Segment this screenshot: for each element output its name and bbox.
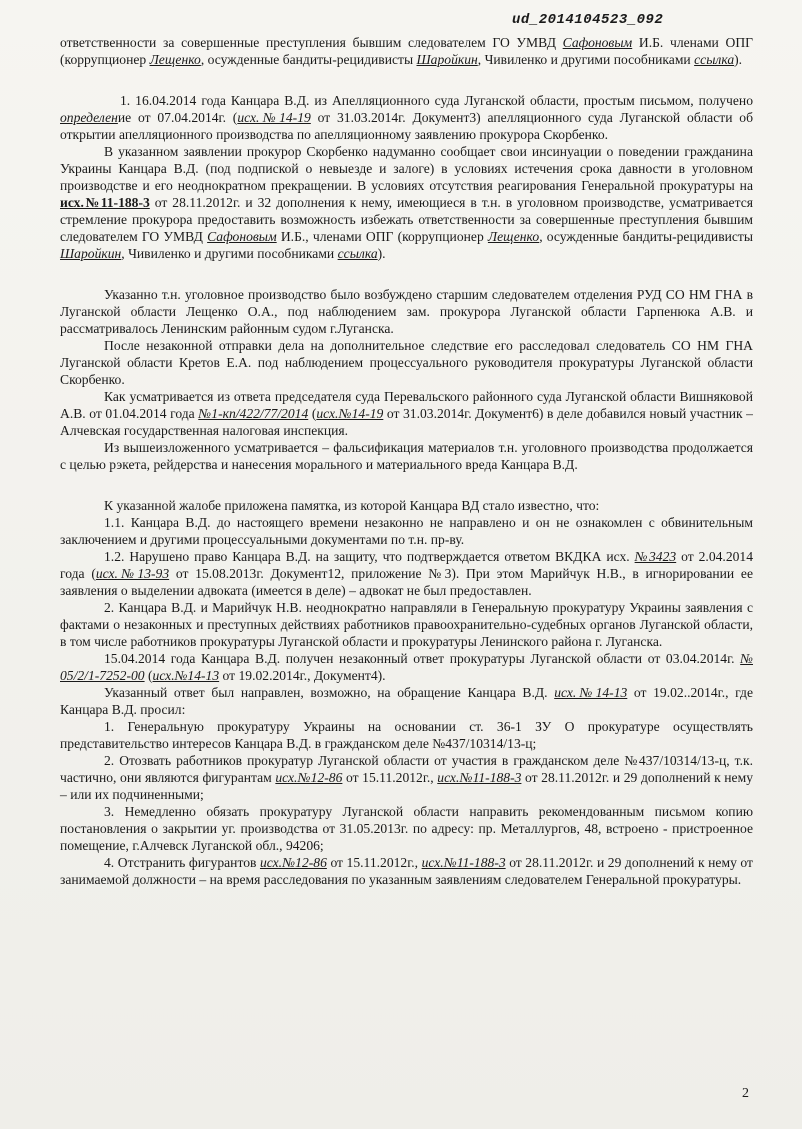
paragraph-answer-sent (60, 684, 753, 718)
underlined-ref: №1-кп/422/77/2014 (198, 406, 309, 421)
paragraph-item-1-1: 1.1. Канцара В.Д. до настоящего времени незаконно не направлено и он не ознакомлен с обвинительным заключением и другими процессуальными документами по т.н. пр-ву. (60, 515, 753, 547)
underlined-name: Шаройкин (416, 52, 478, 67)
text: , осужденные бандиты-рецидивисты (539, 229, 754, 244)
underlined-ref: исх.№14-19 (237, 110, 311, 125)
bold-underlined-ref: исх.№11-188-3 (60, 195, 150, 210)
text: от 19.02..2014г., где Канцара В.Д. просил: (60, 685, 754, 717)
request-item-2 (60, 752, 753, 803)
text: 2. Отозвать работников прокуратур Луганской области от участия в гражданском деле №437/10314/13-ц, т.к. частично, они являются фигурантам (60, 753, 753, 785)
text: ие от 07.04.2014г. ( (117, 110, 238, 125)
text: от 28.11.2012г. и 29 дополнений к нему от занимаемой должности – на время расследования по указанным заявлениям следователем Генеральной прокуратуры. (60, 855, 753, 887)
underlined-ref: исх.№12-86 (275, 770, 343, 785)
underlined-ref: исх.№11-188-3 (421, 855, 506, 870)
text: 15.04.2014 года Канцара В.Д. получен незаконный ответ прокуратуры Луганской области от 03.04.2014г. (104, 651, 741, 666)
underlined-ref: № 05/2/1-7252-00 (60, 651, 753, 683)
text: от 28.11.2012г. и 29 дополнений к нему – или их подчиненными; (60, 770, 753, 802)
paragraph-memo-intro: К указанной жалобе приложена памятка, из которой Канцара ВД стало известно, что: (104, 498, 600, 513)
text: ( (308, 406, 317, 421)
text: от 28.11.2012г. и 32 дополнения к нему, имеющиеся в т.н. в уголовном производстве, усматривается стремление прокурора предоставить возможность избежать ответственности за совершенные преступления бывшим следователем ГО УМВД (60, 195, 753, 244)
text: 4. Отстранить фигурантов (104, 855, 260, 870)
paragraph-item-1 (60, 92, 753, 143)
text: В указанном заявлении прокурор Скорбенко надуманно сообщает свои инсинуации о поведении гражданина Украины Канцара В.Д. (под подпиской о невыезде и залоге) в условиях истечения срока давности в уголовном производстве и его неоднократном прекращении. В условиях отсутствия реагирования Генеральной прокуратуры на (60, 144, 753, 193)
paragraph-item-1-2 (60, 548, 753, 599)
text: от 15.11.2012г., (342, 770, 438, 785)
request-item-3: 3. Немедленно обязать прокуратуру Луганской области направить рекомендованным письмом копию постановления о закрытии уг. производства от 31.05.2013г. по адресу: пр. Металлургов, 48, встроено - пристроенное помещение, г.Алчевск Луганской обл., 94206; (60, 804, 753, 853)
text: ( (144, 668, 153, 683)
underlined-name: Лещенко (149, 52, 201, 67)
request-item-1: 1. Генеральную прокуратуру Украины на основании ст. 36-1 ЗУ О прокуратуре осуществлять представительство интересов Канцара В.Д. в гражданском деле №437/10314/13-ц; (60, 719, 753, 751)
paragraph-item-2: 2. Канцара В.Д. и Марийчук Н.В. неоднократно направляли в Генеральную прокуратуру Украины заявления с фактами о незаконных и преступных действиях работников правоохранительно-судебных органов Луганской области, в том числе работников прокуратуры Луганской области и прокуратуры Ленинского района г. Луганска. (60, 600, 753, 649)
text: от 19.02.2014г., Документ4). (219, 668, 386, 683)
underlined-name: Шаройкин (60, 246, 122, 261)
underlined-name: Сафоновым (562, 35, 633, 50)
underlined-link: ссылка (694, 52, 735, 67)
text: от 2.04.2014 года ( (60, 549, 754, 581)
text: 1. 16.04.2014 года Канцара В.Д. из Апелляционного суда Луганской области, простым письмом, получено (120, 93, 753, 108)
paragraph-answer-received (60, 650, 753, 684)
text: от 31.03.2014г. Документ3) апелляционного суда Луганской области об открытии апелляционного производства по апелляционному заявлению прокурора Скорбенко. (60, 110, 753, 142)
text: Как усматривается из ответа председателя суда Перевальского районного суда Луганской области Вишняковой А.В. от 01.04.2014 года (60, 389, 753, 421)
paragraph-investigation: После незаконной отправки дела на дополнительное следствие его расследовал следователь СО НМ ГНА Луганской области Кретов Е.А. под наблюдением процессуального руководителя прокуратуры Луганской области Скорбенко. (60, 338, 753, 387)
underlined-ref: определен (60, 110, 118, 125)
text: , осужденные бандиты-рецидивисты (200, 52, 417, 67)
document-id: ud_2014104523_092 (512, 12, 664, 28)
underlined-name: Сафоновым (207, 229, 277, 244)
text: ответственности за совершенные преступления бывшим следователем ГО УМВД (60, 35, 563, 50)
underlined-ref: исх.№12-86 (259, 855, 327, 870)
underlined-ref: исх.№11-188-3 (437, 770, 522, 785)
underlined-name: Лещенко (487, 229, 540, 244)
text: ). (377, 246, 386, 261)
text: 1.2. Нарушено право Канцара В.Д. на защиту, что подтверждается ответом ВКДКА исх. (104, 549, 635, 564)
text: Указанный ответ был направлен, возможно, на обращение Канцара В.Д. (104, 685, 555, 700)
request-item-4 (60, 854, 753, 888)
document-body (60, 34, 753, 888)
text: И.Б. членами ОПГ (коррупционер (60, 35, 753, 67)
text: от 15.08.2013г. Документ12, приложение №3). При этом Марийчук Н.В., в игнорировании ее заявления о выделении адвоката (имеется в деле) – адвокат не был предоставлен. (60, 566, 753, 598)
text: ). (734, 52, 743, 67)
underlined-ref: исх.№14-13 (152, 668, 220, 683)
text: , Чивиленко и другими пособниками (121, 246, 338, 261)
text: , Чивиленко и другими пособниками (477, 52, 695, 67)
underlined-ref: исх.№14-13 (554, 685, 628, 700)
page-number: 2 (742, 1086, 749, 1101)
paragraph-conclusion: Из вышеизложенного усматривается – фальсификация материалов т.н. уголовного производства продолжается с целью рэкета, рейдерства и нанесения морального и материального вреда Канцара В.Д. (60, 440, 753, 472)
text: от 31.03.2014г. Документ6) в деле добавился новый участник – Алчевская государственная налоговая инспекция. (60, 406, 753, 438)
text: И.Б., членами ОПГ (коррупционер (276, 229, 488, 244)
paragraph-court-answer (60, 388, 753, 439)
underlined-ref: исх.№14-19 (316, 406, 384, 421)
paragraph-case-origin: Указанно т.н. уголовное производство было возбуждено старшим следователем отделения РУД СО НМ ГНА в Луганской области Лещенко О.А., под наблюдением зам. прокурора Луганской области Гарпенюка А.В. и рассматривалось Ленинским районным судом г.Луганска. (60, 287, 753, 336)
underlined-ref: исх.№13-93 (95, 566, 170, 581)
underlined-link: ссылка (337, 246, 378, 261)
text: от 15.11.2012г., (326, 855, 422, 870)
paragraph-prosecutor-statement (60, 143, 753, 262)
paragraph-continuation (60, 34, 753, 68)
underlined-ref: №3423 (634, 549, 677, 564)
